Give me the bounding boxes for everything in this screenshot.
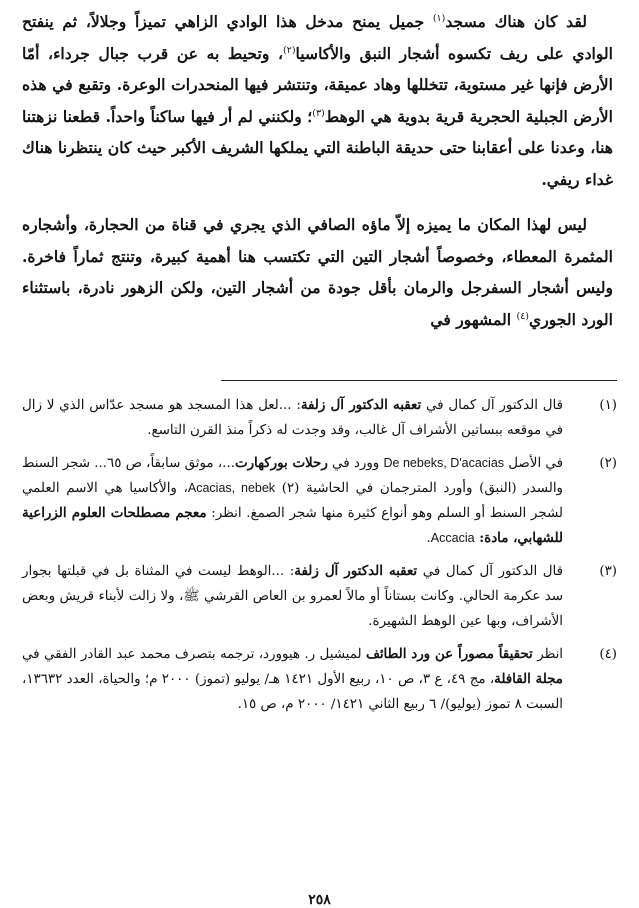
footnote-3-source: تعقبه الدكتور آل زلفة xyxy=(294,563,418,579)
footnote-2-part-b: وورد في xyxy=(327,456,384,471)
footnote-2-source: رحلات بوركهارت xyxy=(234,455,328,471)
footnote-4 xyxy=(22,642,617,717)
paragraph-1-text-d: ؛ ولكنني لم أر فيها ساكناً واحداً. قطعنا نزهتنا هنا، وعدنا على أعقابنا حتى حديقة الباطنة التي يملكها الشريف الأكبر حيث كان ينتظرنا هناك غداء ريفي. xyxy=(22,106,613,189)
footnote-1-part-c: : ...لعل هذا المسجد هو مسجد عدّاس الذي لا زال في موقعه ببساتين الأشراف آل غالب، وقد وجدت له ذكراً منذ القرن التاسع. xyxy=(22,398,563,438)
footnote-number: (٤) xyxy=(599,647,617,662)
footnote-separator xyxy=(221,380,617,381)
footnote-ref-2: (٢) xyxy=(283,44,296,56)
footnote-2-dictionary: معجم مصطلحات العلوم الزراعية للشهابي، مادة: xyxy=(22,505,563,546)
paragraph-1 xyxy=(22,6,613,195)
footnote-text xyxy=(22,451,563,551)
footnote-text xyxy=(22,393,563,443)
footnote-2-latin-term: De nebeks, D'acacias xyxy=(383,456,505,470)
footnote-1-part-a: قال الدكتور آل كمال في xyxy=(421,398,563,413)
footnote-1-source: تعقبه الدكتور آل زلفة xyxy=(300,397,422,413)
footnote-2-latin-term-3: Accacia xyxy=(430,531,475,545)
footnote-3 xyxy=(22,559,617,634)
main-body-text xyxy=(22,6,613,349)
footnote-number: (١) xyxy=(599,398,617,413)
footnote-2-end: . xyxy=(426,531,431,546)
footnote-2-part-d: ...، موثق سابقاً، ص ٦٥... شجر السنط والسدر (النبق) وأورد المترجمان في الحاشية (٢) xyxy=(22,456,564,496)
footnote-4-part-c: لميشيل ر. هيوورد، ترجمه بتصرف محمد عبد القادر الفقي في xyxy=(22,647,366,662)
footnote-2 xyxy=(22,451,617,551)
footnote-number: (٢) xyxy=(599,456,617,471)
footnote-1 xyxy=(22,393,617,443)
footnote-ref-4: (٤) xyxy=(516,310,530,322)
footnote-ref-1: (١) xyxy=(432,12,446,24)
footnote-4-magazine: مجلة القافلة xyxy=(494,671,563,687)
footnote-2-part-a: في الأصل xyxy=(504,456,563,471)
paragraph-2-text-b: المشهور في xyxy=(430,309,517,329)
page-number: ٢٥٨ xyxy=(308,892,331,908)
footnote-4-title: تحقيقاً مصوراً عن ورد الطائف xyxy=(365,646,533,662)
paragraph-1-text-c: ، وتحيط به عن قرب جبال جرداء، أمّا الأرض فإنها غير مستوية، تتخللها وهاد عميقة، وتنتشر فيها المنحدرات الوعرة. وتقبع في هذه الأرض الجبلية الحجرية قرية بدوية هي الوهط xyxy=(22,43,613,126)
footnote-3-part-c: : ...الوهط ليست في المثناة بل في قبلتها بجوار سد عكرمة الحالي. وكانت بستاناً أو مالاً لعمرو بن العاص القرشي ﷺ، ولا زالت لأبناء قريش وبعض الأشراف، وبها عين الوهط الشهيرة. xyxy=(22,564,563,629)
footnote-text xyxy=(22,642,563,717)
footnote-2-part-e: ، والأكاسيا هي الاسم العلمي لشجر السنط أو السلم وهو أنواع كثيرة منها شجر الصمغ. انظر: xyxy=(22,481,563,521)
footnote-number: (٣) xyxy=(599,564,617,579)
footnote-3-part-a: قال الدكتور آل كمال في xyxy=(417,564,563,579)
paragraph-1-text-a: لقد كان هناك مسجد xyxy=(445,12,587,31)
footnotes-section xyxy=(22,393,617,725)
paragraph-2 xyxy=(22,209,613,335)
footnote-4-part-a: انظر xyxy=(532,647,564,662)
footnote-ref-3: (٣) xyxy=(312,107,325,119)
paragraph-2-text-a: ليس لهذا المكان ما يميزه إلاّ ماؤه الصافي الذي يجري في قناة من الحجارة، وأشجاره المثمرة المعطاء، وخصوصاً أشجار التين التي تكتسب هنا أهمية كبيرة، وتنتج ثماراً فاخرة. وليس أشجار السفرجل والرمان بأقل جودة من أشجار التين، ولكن الزهور نادرة، باستثناء الورد الجوري xyxy=(22,215,613,329)
footnote-text xyxy=(22,559,563,634)
paragraph-1-text-b: جميل يمنح مدخل هذا الوادي الزاهي تميزاً وجلالاً، ثم ينفتح الوادي على ريف تكسوه أشجار النبق والأكاسيا xyxy=(22,12,613,63)
footnote-2-latin-term-2: Acacias, nebek xyxy=(187,481,276,495)
footnote-4-part-e: ، مج ٤٩، ع ٣، ص ١٠، ربيع الأول ١٤٢١ هـ/ يوليو (تموز) ٢٠٠٠ م؛ والحياة، العدد ١٣٦٣٢، السبت ٨ تموز (يوليو)/ ٦ ربيع الثاني ١٤٢١/ ٢٠٠٠ م، ص ١٥. xyxy=(22,672,563,712)
